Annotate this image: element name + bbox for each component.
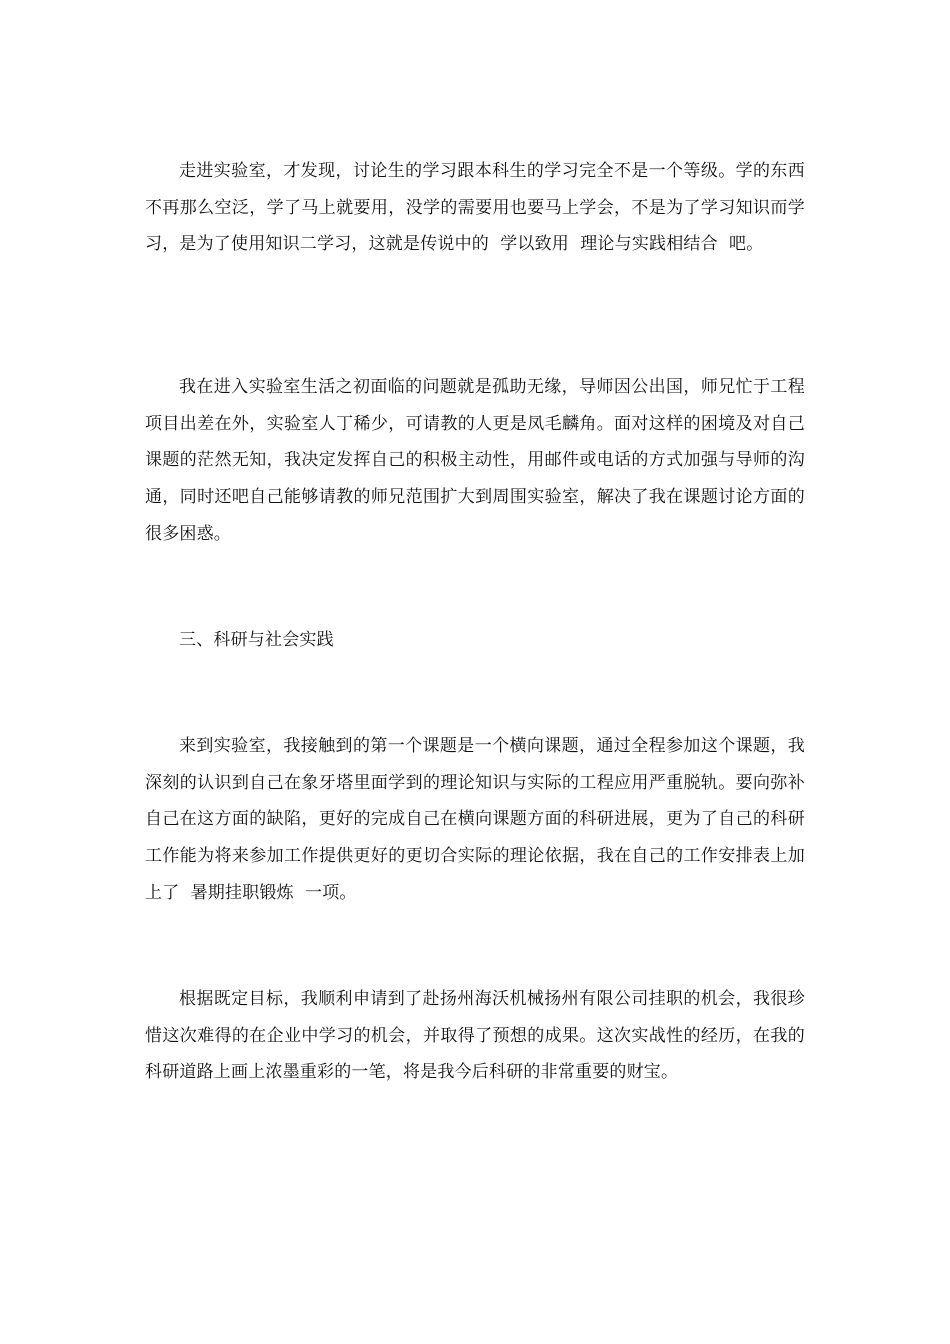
paragraph-initial-problems: 我在进入实验室生活之初面临的问题就是孤助无缘，导师因公出国，师兄忙于工程项目出差在外，实验室人丁稀少，可请教的人更是凤毛麟角。面对这样的困境及对自己课题的茫然无知，我决定发挥自己的积极主动性，用邮件或电话的方式加强与导师的沟通，同时还吧自己能够请教的师兄范围扩大到周围实验室，解决了我在课题讨论方面的很多困惑。 xyxy=(145,377,805,544)
paragraph-internship: 根据既定目标，我顺利申请到了赴扬州海沃机械扬州有限公司挂职的机会，我很珍惜这次难得的在企业中学习的机会，并取得了预想的成果。这次实战性的经历，在我的科研道路上画上浓墨重彩的一笔，将是我今后科研的非常重要的财宝。 xyxy=(145,989,805,1083)
section-heading-research-practice: 三、科研与社会实践 xyxy=(179,630,334,650)
paragraph-lab-study: 走进实验室，才发现，讨论生的学习跟本科生的学习完全不是一个等级。学的东西不再那么空泛，学了马上就要用，没学的需要用也要马上学会，不是为了学习知识而学习，是为了使用知识二学习，这就是传说中的 学以致用 理论与实践相结合 吧。 xyxy=(145,161,805,255)
paragraph-first-project: 来到实验室，我接触到的第一个课题是一个横向课题，通过全程参加这个课题，我深刻的认识到自己在象牙塔里面学到的理论知识与实际的工程应用严重脱轨。要向弥补自己在这方面的缺陷，更好的完成自己在横向课题方面的科研进展，更为了自己的科研工作能为将来参加工作提供更好的更切合实际的理论依据，我在自己的工作安排表上加上了 暑期挂职锻炼 一项。 xyxy=(145,736,805,903)
